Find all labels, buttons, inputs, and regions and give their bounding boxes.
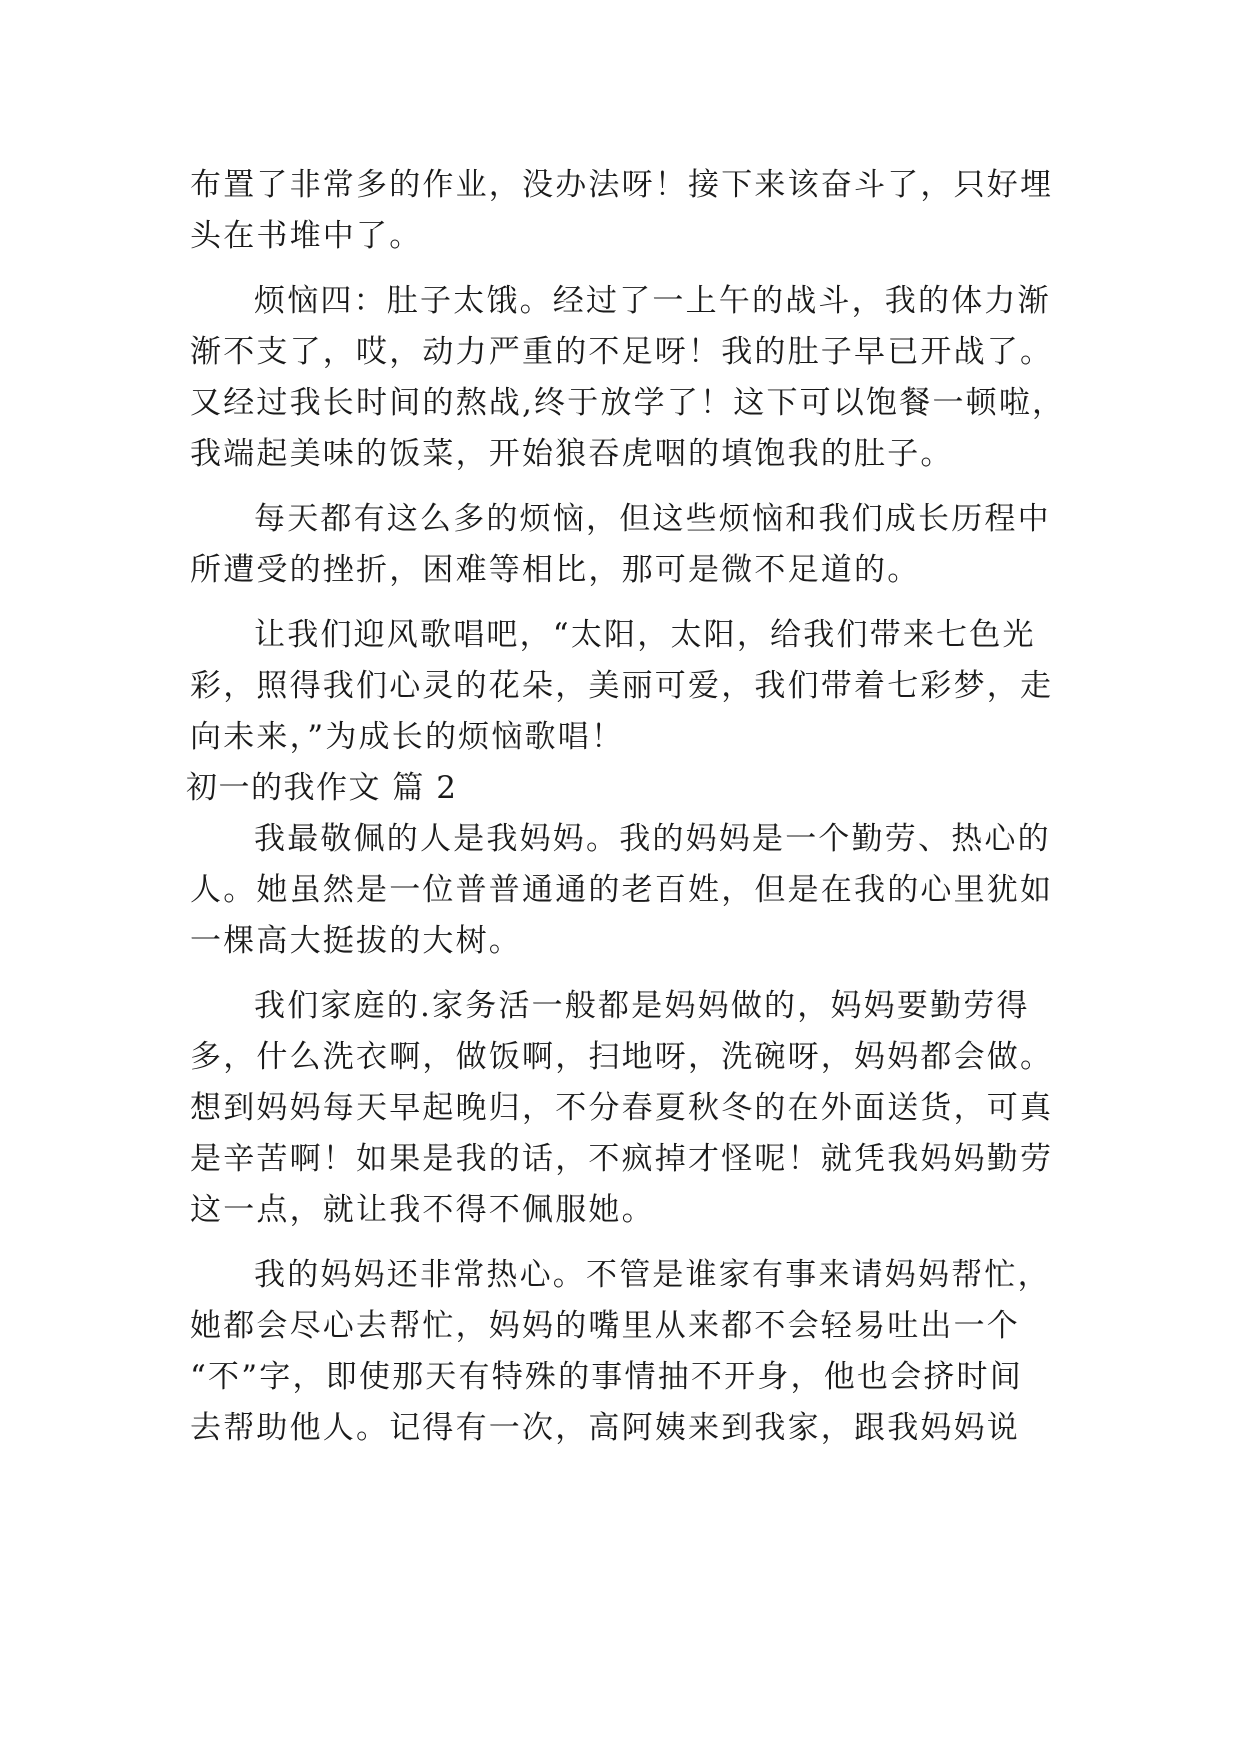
text-line: 是辛苦啊！如果是我的话，不疯掉才怪呢！就凭我妈妈勤劳 <box>190 1141 1054 1177</box>
paragraph <box>190 814 1070 967</box>
text-line: 她都会尽心去帮忙，妈妈的嘴里从来都不会轻易吐出一个 <box>190 1308 1020 1344</box>
text-line: 向未来，”为成长的烦恼歌唱！ <box>190 719 625 755</box>
text-line: 让我们迎风歌唱吧，“太阳，太阳，给我们带来七色光 <box>254 617 1036 653</box>
text-line: 想到妈妈每天早起晚归，不分春夏秋冬的在外面送货，可真 <box>190 1090 1054 1126</box>
paragraph <box>190 981 1070 1236</box>
text-line: 我最敬佩的人是我妈妈。我的妈妈是一个勤劳、热心的 <box>254 821 1051 857</box>
text-line: 又经过我长时间的熬战,终于放学了！这下可以饱餐一顿啦， <box>190 385 1066 421</box>
text-line: 一棵高大挺拔的大树。 <box>190 923 522 959</box>
text-line: 这一点，就让我不得不佩服她。 <box>190 1192 655 1228</box>
text-line: 我的妈妈还非常热心。不管是谁家有事来请妈妈帮忙， <box>254 1257 1051 1293</box>
text-line: 多，什么洗衣啊，做饭啊，扫地呀，洗碗呀，妈妈都会做。 <box>190 1039 1054 1075</box>
text-line: “不”字，即使那天有特殊的事情抽不开身，他也会挤时间 <box>190 1359 1023 1395</box>
text-line: 我们家庭的.家务活一般都是妈妈做的，妈妈要勤劳得 <box>254 988 1030 1024</box>
text-line: 人。她虽然是一位普普通通的老百姓，但是在我的心里犹如 <box>190 872 1054 908</box>
paragraph <box>190 160 1070 262</box>
text-line: 所遭受的挫折，困难等相比，那可是微不足道的。 <box>190 552 921 588</box>
text-line: 每天都有这么多的烦恼，但这些烦恼和我们成长历程中 <box>254 501 1051 537</box>
text-line: 彩，照得我们心灵的花朵，美丽可爱，我们带着七彩梦，走 <box>190 668 1054 704</box>
text-line: 去帮助他人。记得有一次，高阿姨来到我家，跟我妈妈说 <box>190 1410 1020 1446</box>
text-line: 烦恼四：肚子太饿。经过了一上午的战斗，我的体力渐 <box>254 283 1051 319</box>
paragraph <box>190 610 1070 763</box>
paragraph <box>190 276 1070 480</box>
document-page <box>186 160 1070 1468</box>
section-heading: 初一的我作文 篇 2 <box>186 770 458 806</box>
paragraph <box>190 1250 1070 1454</box>
text-line: 我端起美味的饭菜，开始狼吞虎咽的填饱我的肚子。 <box>190 436 954 472</box>
text-line: 头在书堆中了。 <box>190 218 423 254</box>
text-line: 渐不支了，哎，动力严重的不足呀！我的肚子早已开战了。 <box>190 334 1054 370</box>
text-line: 布置了非常多的作业，没办法呀！接下来该奋斗了，只好埋 <box>190 167 1054 203</box>
paragraph <box>190 494 1070 596</box>
